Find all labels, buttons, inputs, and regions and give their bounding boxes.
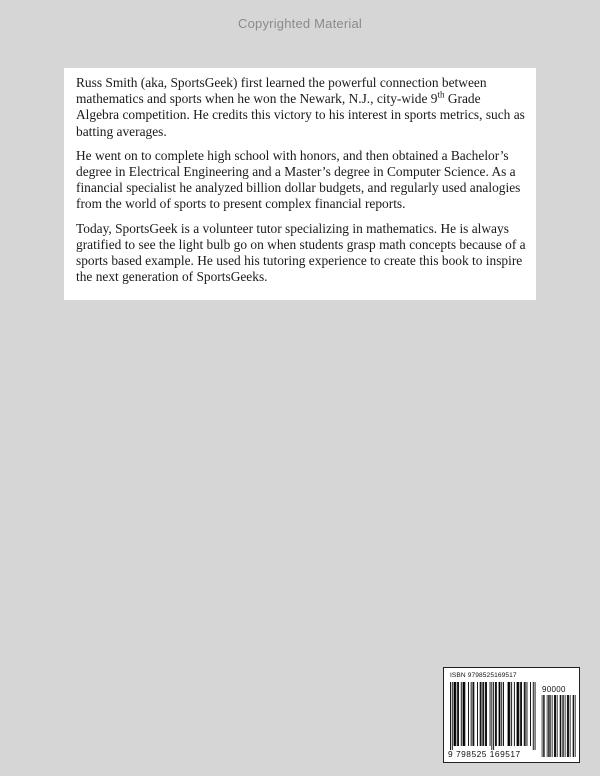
barcode-bar <box>575 695 576 757</box>
bio-paragraph-3: Today, SportsGeek is a volunteer tutor specializing in mathematics. He is always gratified to see the light bulb go on when students grasp math concepts because of a sports based example. He used his tutoring experience to create this book to inspire the next generation of SportsGeeks. <box>76 220 526 285</box>
barcode-bar <box>552 695 553 757</box>
barcode-bar <box>544 695 545 757</box>
barcode-bar <box>554 695 555 757</box>
barcode-bar <box>496 682 497 746</box>
barcode-bar <box>543 695 544 757</box>
barcode-bar <box>486 682 487 746</box>
barcode-bar <box>500 682 501 746</box>
barcode-bar <box>464 682 465 746</box>
copyright-watermark-top: Copyrighted Material <box>238 16 362 31</box>
author-bio-box <box>64 68 536 300</box>
barcode-bar <box>454 682 455 746</box>
addon-price-code: 90000 <box>542 685 566 694</box>
barcode-bar <box>477 682 478 746</box>
barcode-bar <box>463 682 464 746</box>
bio-p1-superscript: th <box>437 89 445 100</box>
barcode-bar <box>480 682 481 746</box>
barcode-bar <box>521 682 522 746</box>
barcode-digits: 9 798525 169517 <box>448 749 521 759</box>
barcode-bar <box>464 682 465 746</box>
bio-p1-text-cont: Grade Algebra competition. He credits this victory to his interest in sports metrics, such as batting averages. <box>76 91 525 139</box>
barcode-bar <box>570 695 571 757</box>
barcode-bar <box>555 695 556 757</box>
barcode-bar <box>457 682 458 746</box>
barcode-bar <box>493 682 494 750</box>
barcode-bar <box>525 682 526 746</box>
barcode-bar <box>527 682 528 746</box>
barcode-bar <box>567 695 568 757</box>
barcode-bar <box>555 695 556 757</box>
bio-paragraph-1 <box>76 75 526 140</box>
barcode-bar <box>483 682 484 746</box>
barcode-bar <box>499 682 500 746</box>
barcode-bar <box>491 682 492 750</box>
barcode-bar <box>482 682 483 746</box>
barcode-bar <box>533 682 534 750</box>
barcode-bar <box>557 695 558 757</box>
barcode-bar <box>562 695 563 757</box>
barcode-bar <box>450 682 451 750</box>
barcode-bar <box>452 682 453 750</box>
isbn-barcode <box>443 667 580 763</box>
barcode-bar <box>542 695 543 757</box>
barcode-bar <box>511 682 512 746</box>
barcode-bar <box>568 695 569 757</box>
barcode-bar <box>461 682 462 746</box>
barcode-bar <box>473 682 474 746</box>
barcode-bar <box>568 695 569 757</box>
isbn-label: ISBN 9798525169517 <box>450 672 517 679</box>
barcode-bar <box>503 682 504 746</box>
barcode-bar <box>550 695 551 757</box>
barcode-bar <box>508 682 509 746</box>
barcode-bar <box>535 682 536 750</box>
barcode-bar <box>509 682 510 746</box>
barcode-bar <box>458 682 459 746</box>
barcode-bar <box>548 695 549 757</box>
barcode-bar <box>471 682 472 746</box>
barcode-bar <box>549 695 550 757</box>
barcode-bar <box>547 695 548 757</box>
barcode-bar <box>490 682 491 746</box>
barcode-bar <box>468 682 469 746</box>
barcode-bar <box>520 682 521 746</box>
barcode-bar <box>560 695 561 757</box>
barcode-bar <box>509 682 510 746</box>
barcode-bar <box>495 682 496 746</box>
barcode-bar <box>517 682 518 746</box>
bio-p1-text: Russ Smith (aka, SportsGeek) first learned the powerful connection between mathematics and sports when he won the Newark, N.J., city-wide 9 <box>76 75 487 107</box>
barcode-bar <box>573 695 574 757</box>
barcode-bar <box>514 682 515 746</box>
barcode-bar <box>501 682 502 746</box>
barcode-bar <box>518 682 519 746</box>
barcode-bar <box>455 682 456 746</box>
barcode-bar <box>455 682 456 746</box>
barcode-bar <box>563 695 564 757</box>
barcode-bar <box>518 682 519 746</box>
barcode-bar <box>573 695 574 757</box>
barcode-bar <box>481 682 482 746</box>
barcode-bar <box>473 682 474 746</box>
barcode-bar <box>524 682 525 746</box>
barcode-bar <box>565 695 566 757</box>
bio-paragraph-2: He went on to complete high school with honors, and then obtained a Bachelor’s degree in Electrical Engineering and a Master’s degree in Computer Science. As a financial specialist he analyzed billion dollar budgets, and regularly used analogies from the world of sports to present complex financial reports. <box>76 147 521 212</box>
barcode-bar <box>485 682 486 746</box>
barcode-bar <box>530 682 531 746</box>
barcode-bar <box>560 695 561 757</box>
